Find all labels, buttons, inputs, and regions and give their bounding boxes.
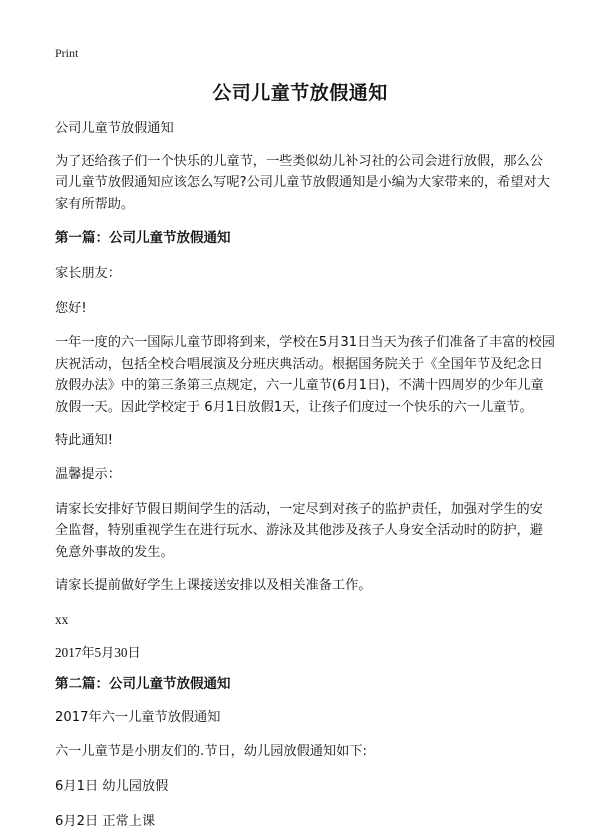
section1-closing: 请家长提前做好学生上课接送安排以及相关准备工作。 bbox=[55, 577, 372, 593]
section1-signature: xx bbox=[55, 612, 69, 628]
section1-hello: 您好! bbox=[55, 300, 87, 316]
document-body bbox=[55, 118, 555, 832]
section1-reminder-label: 温馨提示： bbox=[55, 467, 121, 483]
section2-line1: 6月1日 幼儿园放假 bbox=[55, 779, 169, 795]
section2-line2: 6月2日 正常上课 bbox=[55, 813, 156, 829]
print-label: Print bbox=[55, 46, 79, 60]
section1-greeting: 家长朋友： bbox=[55, 265, 121, 281]
section2-title: 2017年六一儿童节放假通知 bbox=[55, 709, 221, 725]
intro-paragraph: 为了还给孩子们一个快乐的儿童节，一些类似幼儿补习社的公司会进行放假，那么公司儿童节放假通知应该怎么写呢?公司儿童节放假通知是小编为大家带来的，希望对大家有所帮助。 bbox=[55, 153, 550, 212]
section1-reminder-text: 请家长安排好节假日期间学生的活动，一定尽到对孩子的监护责任，加强对学生的安全监督，特别重视学生在进行玩水、游泳及其他涉及孩子人身安全活动时的防护，避免意外事故的发生。 bbox=[55, 501, 543, 560]
section1-date: 2017年5月30日 bbox=[55, 644, 141, 660]
section2-heading: 第二篇：公司儿童节放假通知 bbox=[55, 676, 231, 693]
document-title: 公司儿童节放假通知 bbox=[212, 82, 388, 104]
section1-paragraph: 一年一度的六一国际儿童节即将到来，学校在5月31日当天为孩子们准备了丰富的校园庆祝活动，包括全校合唱展演及分班庆典活动。根据国务院关于《全国年节及纪念日放假办法》中的第三条第三点规定，六一儿童节(6月1日)，不满十四周岁的少年儿童放假一天。因此学校定于 6月1日放假1天，让孩子们度过一个快乐的六一儿童节。 bbox=[55, 335, 555, 415]
section2-intro: 六一儿童节是小朋友们的.节日，幼儿园放假通知如下: bbox=[55, 744, 367, 760]
section1-heading: 第一篇：公司儿童节放假通知 bbox=[55, 230, 231, 247]
document-subtitle: 公司儿童节放假通知 bbox=[55, 121, 174, 136]
section1-special-notice: 特此通知! bbox=[55, 432, 114, 448]
